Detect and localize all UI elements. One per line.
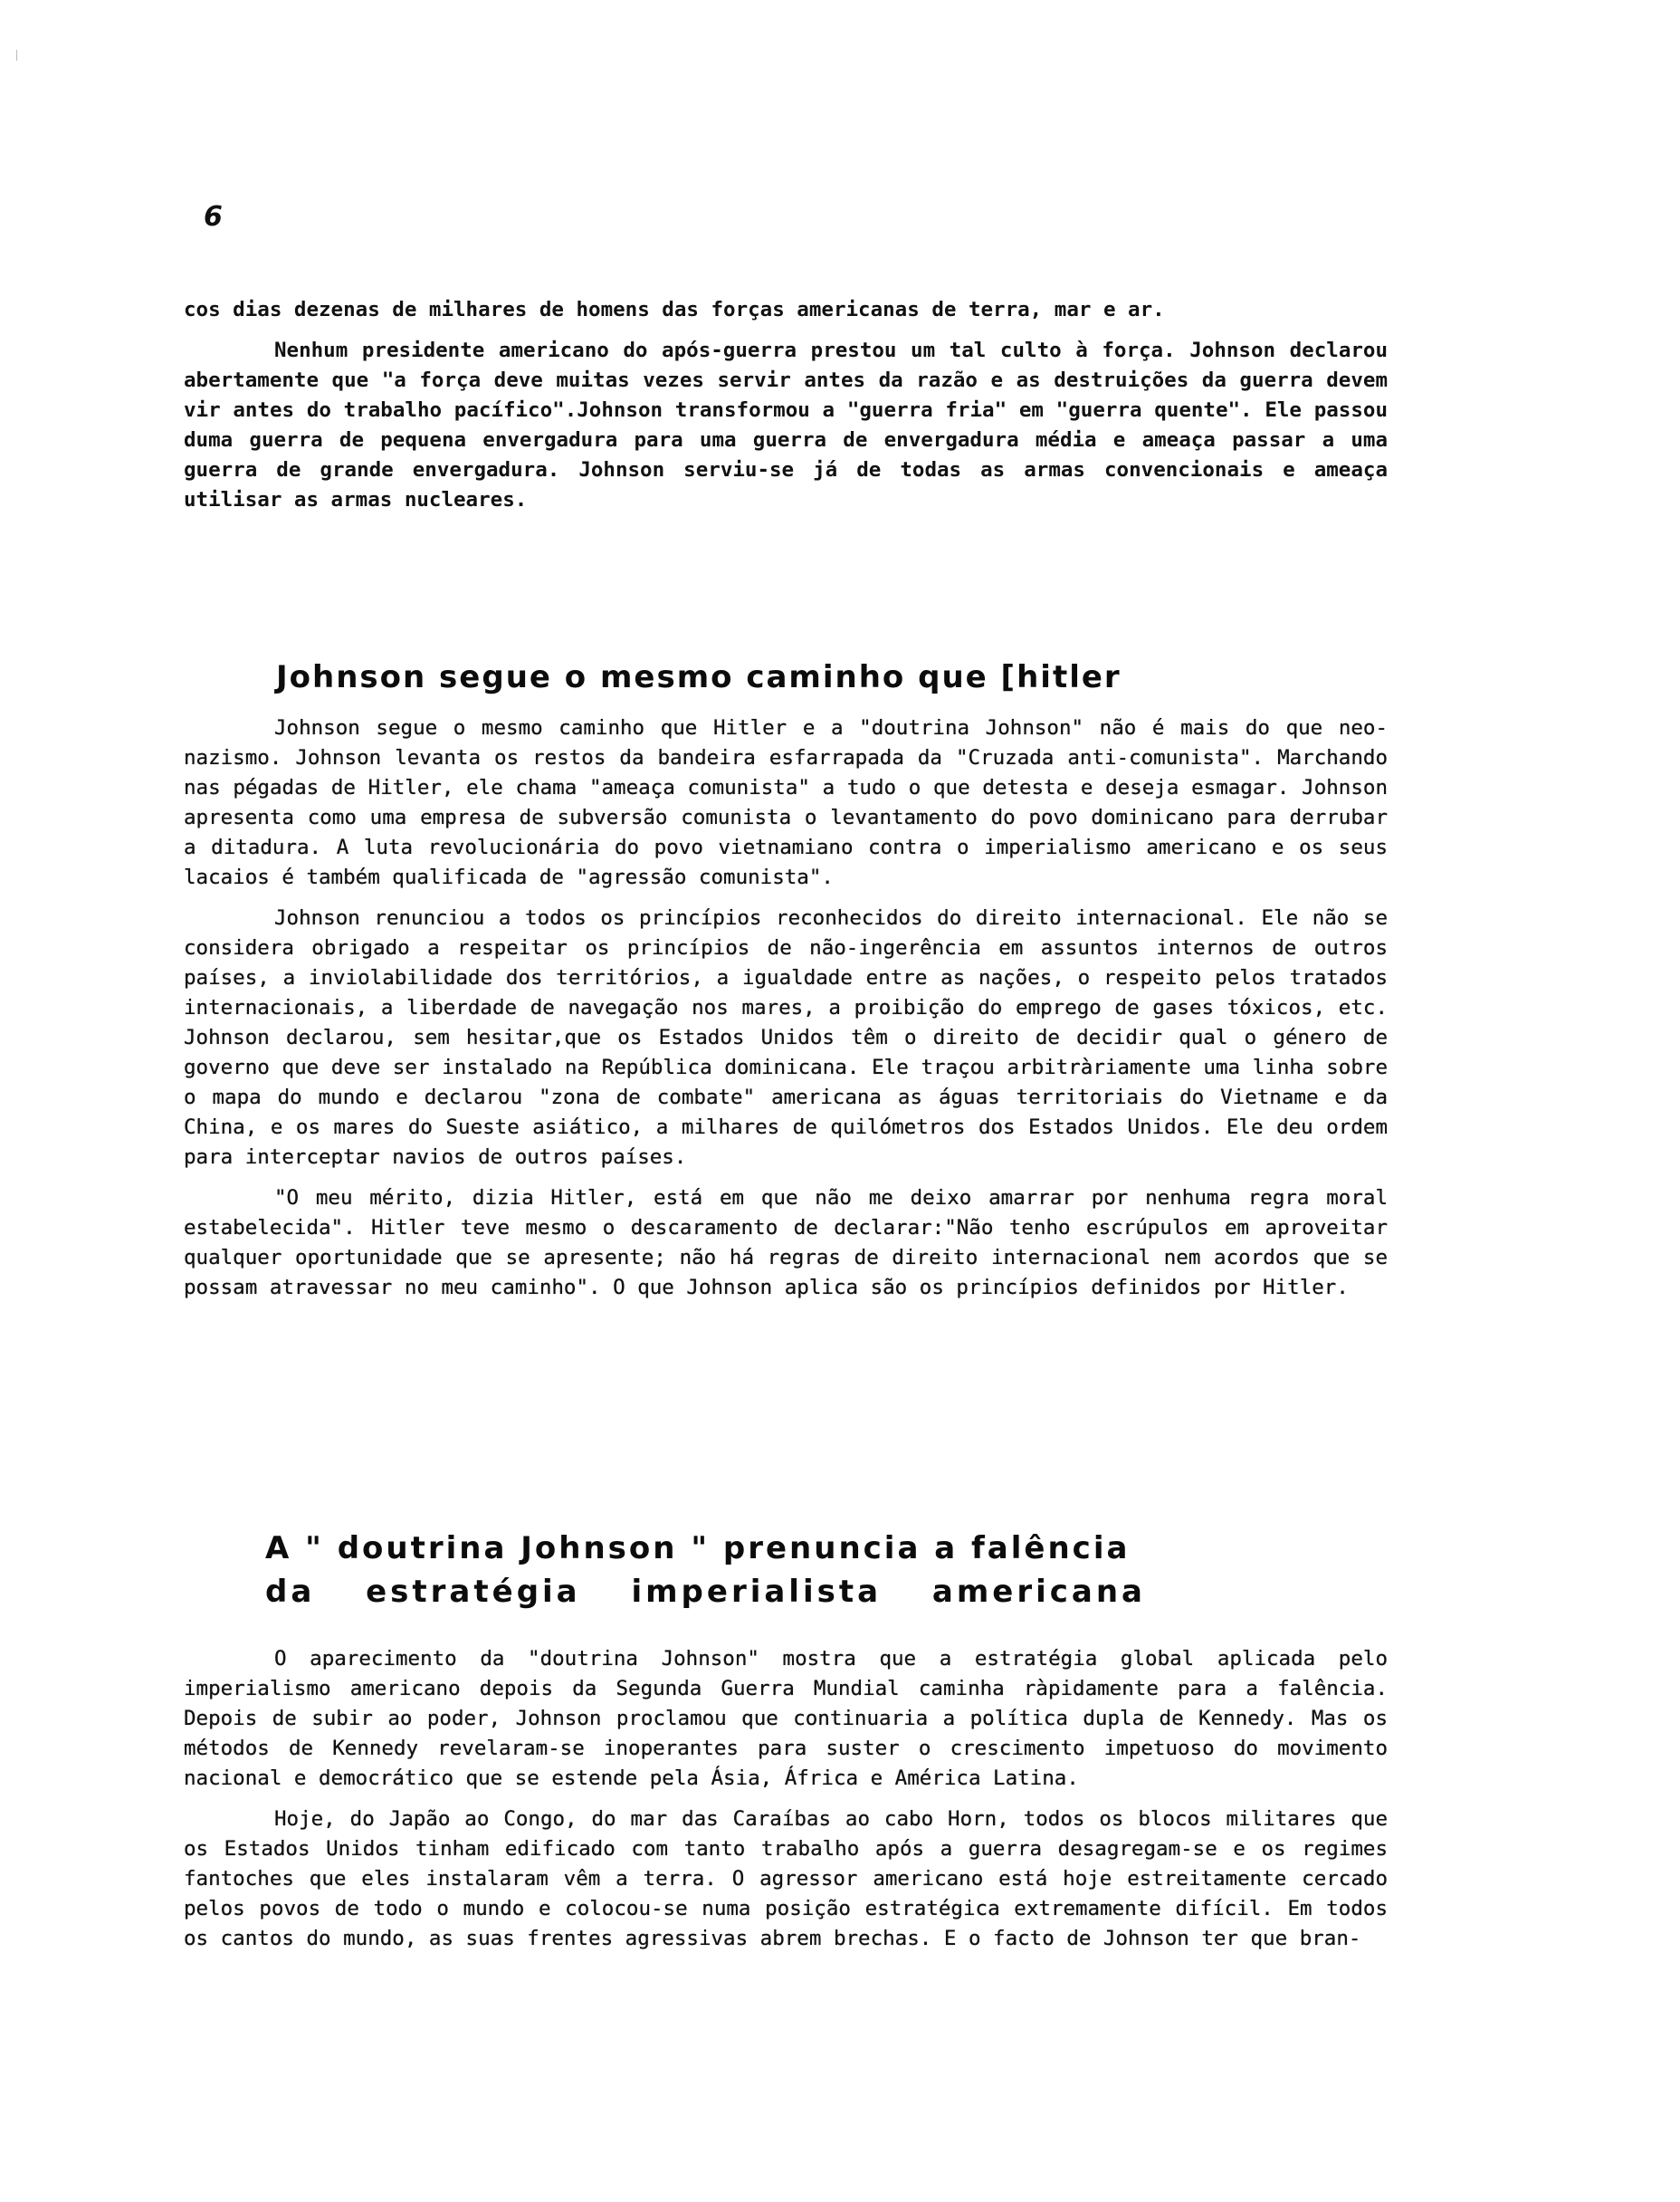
paragraph: Johnson renunciou a todos os princípios reconhecidos do direito internacional. Ele não se considera obrigado a respeitar os princípios de não-ingerência em assuntos internos de outros países, a inviolabilidade dos territórios, a igualdade entre as nações, o respeito pelos tratados internacionais, a liberdade de navegação nos mares, a proibição do emprego de gases tóxicos, etc. Johnson declarou, sem hesitar,que os Estados Unidos têm o direito de decidir qual o género de governo que deve ser instalado na República dominicana. Ele traçou arbitràriamente uma linha sobre o mapa do mundo e declarou "zona de combate" americana as águas territoriais do Vietname e da China, e os mares do Sueste asiático, a milhares de quilómetros dos Estados Unidos. Ele deu ordem para interceptar navios de outros países. — [184, 906, 1388, 1169]
scan-margin-mark — [16, 50, 17, 61]
paragraph: Nenhum presidente americano do após-guerra prestou um tal culto à força. Johnson declarou abertamente que "a força deve muitas vezes servir antes da razão e as destruições da guerra devem vir antes do trabalho pacífico".Johnson transformou a "guerra fria" em "guerra quente". Ele passou duma guerra de pequena envergadura para uma guerra de envergadura média e ameaça passar a uma guerra de grande envergadura. Johnson serviu-se já de todas as armas convencionais e ameaça utilisar as armas nucleares. — [184, 339, 1388, 512]
section-heading: Johnson segue o mesmo caminho que [hitler — [276, 659, 1122, 695]
paragraph: Johnson segue o mesmo caminho que Hitler e a "doutrina Johnson" não é mais do que neo-nazismo. Johnson levanta os restos da bandeira esfarrapada da "Cruzada anti-comunista". Marchando nas pégadas de Hitler, ele chama "ameaça comunista" a tudo o que detesta e deseja esmagar. Johnson apresenta como uma empresa de subversão comunista o levantamento do povo dominicano para derrubar a ditadura. A luta revolucionária do povo vietnamiano contra o imperialismo americano e os seus lacaios é também qualificada de "agressão comunista". — [184, 716, 1388, 889]
paragraph: "O meu mérito, dizia Hitler, está em que não me deixo amarrar por nenhuma regra moral estabelecida". Hitler teve mesmo o descaramento de declarar:"Não tenho escrúpulos em aproveitar qualquer oportunidade que se apresente; não há regras de direito internacional nem acordos que se possam atravessar no meu caminho". O que Johnson aplica são os princípios definidos por Hitler. — [184, 1186, 1388, 1299]
section-doutrina-johnson — [184, 1644, 1388, 1965]
paragraph: Hoje, do Japão ao Congo, do mar das Caraíbas ao cabo Horn, todos os blocos militares que os Estados Unidos tinham edificado com tanto trabalho após a guerra desagregam-se e os regimes fantoches que eles instalaram vêm a terra. O agressor americano está hoje estreitamente cercado pelos povos de todo o mundo e colocou-se numa posição estratégica extremamente difícil. Em todos os cantos do mundo, as suas frentes agressivas abrem brechas. E o facto de Johnson ter que bran- — [184, 1807, 1388, 1950]
section-johnson-hitler — [184, 713, 1388, 1314]
section-intro — [184, 295, 1388, 526]
section-heading-line-1: A " doutrina Johnson " prenuncia a falência — [265, 1530, 1131, 1566]
paragraph: cos dias dezenas de milhares de homens das forças americanas de terra, mar e ar. — [184, 298, 1165, 321]
section-heading-line-2: da estratégia imperialista americana — [265, 1574, 1146, 1610]
paragraph: O aparecimento da "doutrina Johnson" mostra que a estratégia global aplicada pelo imperialismo americano depois da Segunda Guerra Mundial caminha ràpidamente para a falência. Depois de subir ao poder, Johnson proclamou que continuaria a política dupla de Kennedy. Mas os métodos de Kennedy revelaram-se inoperantes para suster o crescimento impetuoso do movimento nacional e democrático que se estende pela Ásia, África e América Latina. — [184, 1647, 1388, 1790]
page-number: 6 — [204, 201, 223, 233]
